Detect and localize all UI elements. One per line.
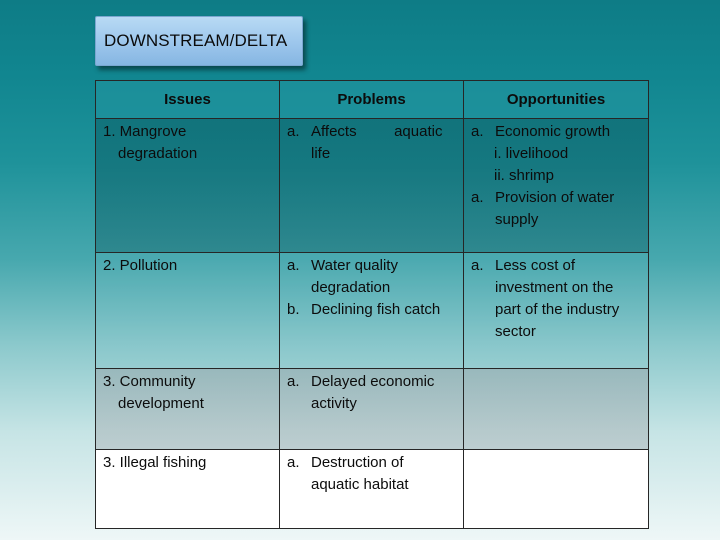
issue-text: degradation [118, 145, 198, 162]
problems-cell [280, 253, 464, 369]
problem-item [287, 371, 457, 415]
problem-text: Delayed economic [311, 373, 435, 390]
table-row [96, 450, 649, 529]
issue-text: 3. Community [103, 373, 196, 390]
header-opportunities: Opportunities [464, 81, 649, 119]
opportunity-item [471, 121, 642, 143]
problem-item [287, 255, 457, 299]
opportunity-text: Economic growth [495, 123, 611, 140]
issue-text: development [118, 395, 204, 412]
issue-text: 3. Illegal fishing [103, 454, 207, 471]
header-problems: Problems [280, 81, 464, 119]
issue-cell [96, 369, 280, 450]
opportunities-cell [464, 253, 649, 369]
list-marker: a. [287, 123, 300, 140]
issue-cell [96, 119, 280, 253]
list-marker: a. [471, 123, 484, 140]
problem-text: degradation [311, 279, 391, 296]
table-row [96, 369, 649, 450]
problem-text: Destruction of [311, 454, 404, 471]
list-marker: a. [287, 373, 300, 390]
problem-item [287, 121, 457, 165]
problems-cell [280, 369, 464, 450]
issues-table [95, 80, 649, 529]
issue-cell [96, 253, 280, 369]
opportunity-subitem: i. livelihood [494, 145, 569, 162]
problem-text: Declining fish catch [311, 301, 441, 318]
list-marker: a. [471, 257, 484, 274]
list-marker: a. [287, 257, 300, 274]
problems-cell [280, 119, 464, 253]
problem-item [287, 299, 457, 321]
slide-title: DOWNSTREAM/DELTA [104, 31, 288, 50]
list-marker: a. [287, 454, 300, 471]
opportunities-cell [464, 450, 649, 529]
opportunity-item [471, 255, 642, 343]
opportunities-cell [464, 369, 649, 450]
problems-cell [280, 450, 464, 529]
issue-text: 2. Pollution [103, 257, 178, 274]
issue-text: 1. Mangrove [103, 123, 187, 140]
problem-text: activity [311, 395, 357, 412]
opportunity-item [471, 187, 642, 231]
problem-item [287, 452, 457, 496]
table-header-row [96, 81, 649, 119]
opportunity-text: Provision of water supply [495, 189, 615, 228]
opportunities-cell [464, 119, 649, 253]
header-issues: Issues [96, 81, 280, 119]
opportunity-subitem: ii. shrimp [494, 167, 555, 184]
table-row [96, 253, 649, 369]
list-marker: a. [471, 189, 484, 206]
problem-text: Water quality [311, 257, 398, 274]
table-row [96, 119, 649, 253]
slide-title-box [95, 16, 303, 66]
problem-text: aquatic habitat [311, 476, 409, 493]
problem-text: life [311, 145, 331, 162]
opportunity-text: Less cost of investment on the part of the industry sector [495, 257, 620, 340]
issue-cell [96, 450, 280, 529]
list-marker: b. [287, 301, 300, 318]
problem-text: Affects aquatic [311, 123, 443, 140]
